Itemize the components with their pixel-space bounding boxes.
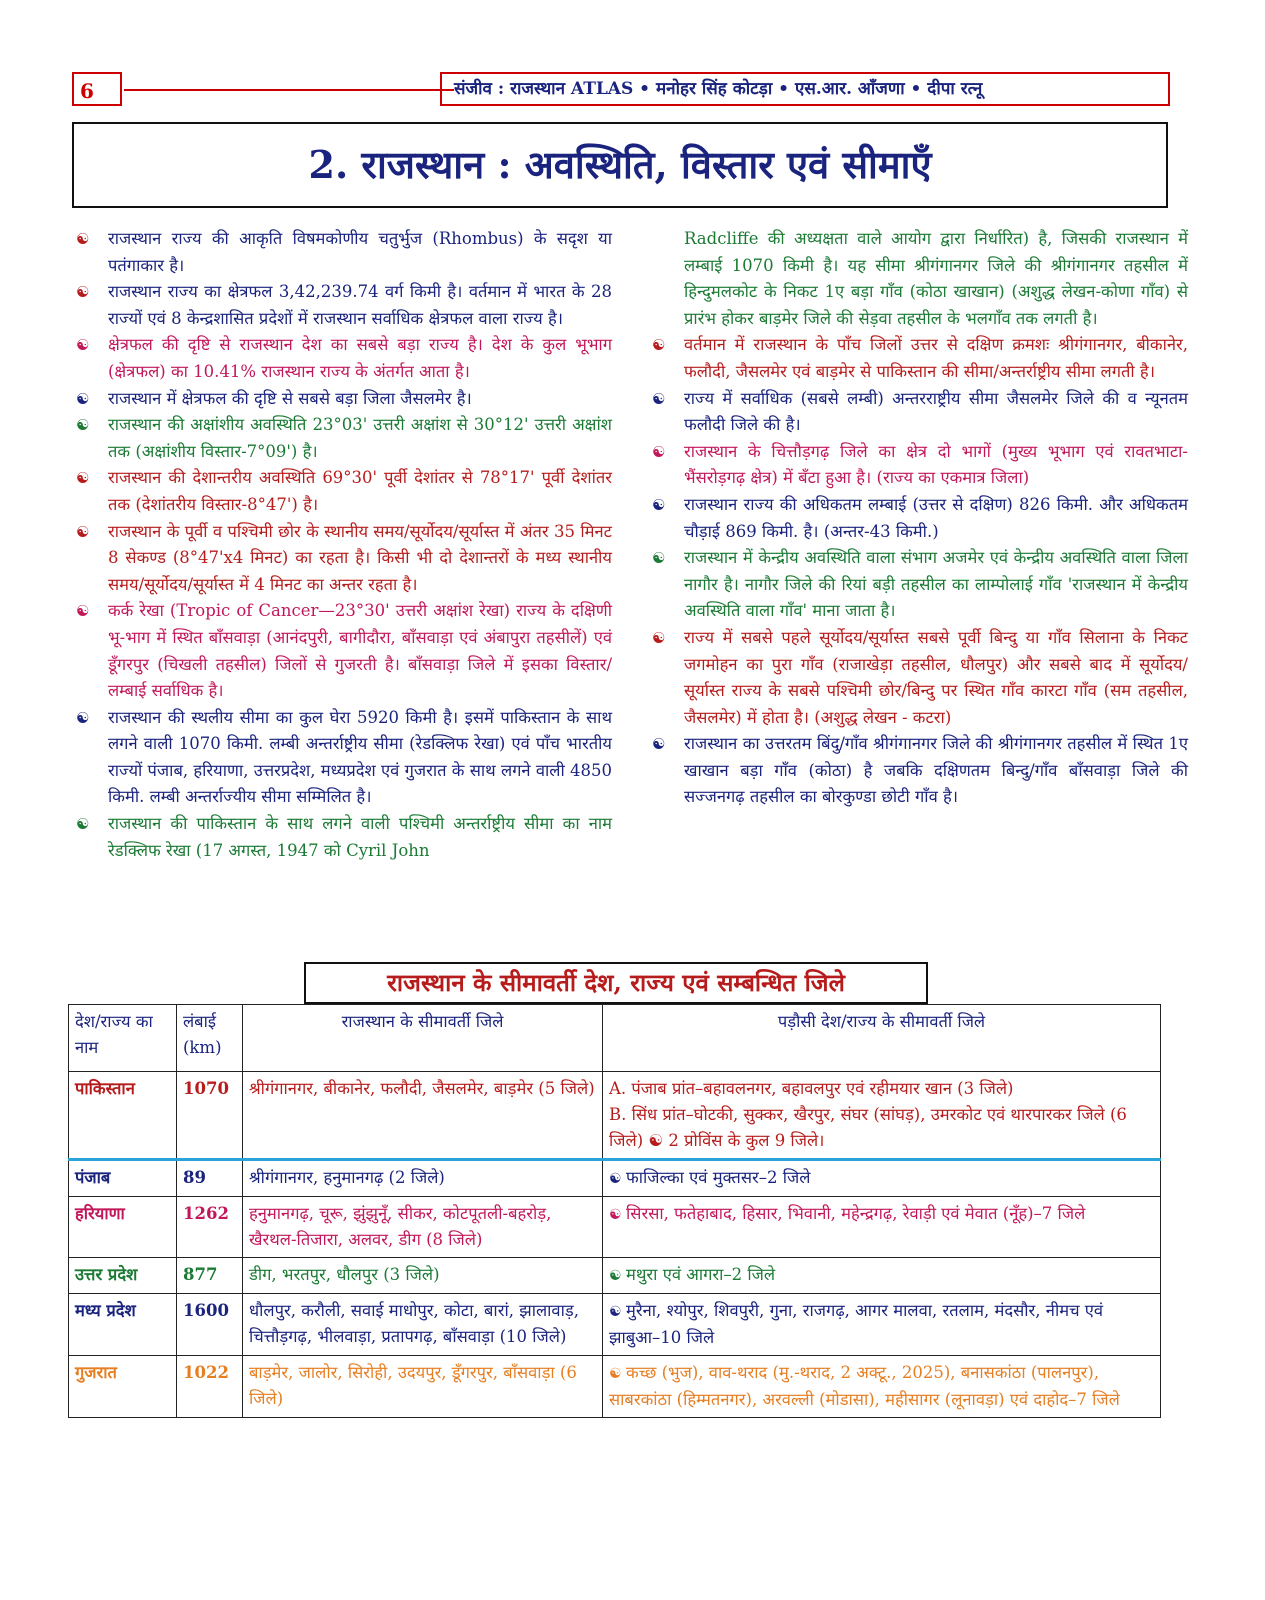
- raj-districts: डीग, भरतपुर, धौलपुर (3 जिले): [243, 1258, 603, 1294]
- list-item: ☯ राजस्थान में केन्द्रीय अवस्थिति वाला संभाग अजमेर एवं केन्द्रीय अवस्थिति वाला जिला नागौर है। नागौर जिले की रियां बड़ी तहसील का लाम्पोलाई गाँव 'राजस्थान में केन्द्रीय अवस्थिति वाला गाँव' माना जाता है।: [648, 545, 1188, 625]
- list-item: ☯ राजस्थान में क्षेत्रफल की दृष्टि से सबसे बड़ा जिला जैसलमेर है।: [72, 386, 612, 413]
- border-length: 877: [177, 1258, 243, 1294]
- yin-yang-icon: ☯: [76, 522, 90, 541]
- table-row: [69, 1197, 1161, 1258]
- yin-yang-icon: ☯: [652, 495, 666, 514]
- yin-yang-icon: ☯: [76, 230, 90, 248]
- table-row: [69, 1356, 1161, 1418]
- yin-yang-icon: ☯: [76, 815, 90, 834]
- page-header: [72, 72, 1172, 110]
- book-line: संजीव : राजस्थान ATLAS • मनोहर सिंह कोटड़ा • एस.आर. आँजणा • दीपा रत्नू: [440, 72, 1170, 106]
- yin-yang-icon: ☯: [652, 735, 666, 754]
- state-name: उत्तर प्रदेश: [69, 1258, 177, 1294]
- yin-yang-icon: ☯: [76, 602, 90, 621]
- border-length: 1600: [177, 1294, 243, 1356]
- column-header: देश/राज्य का नाम: [69, 1005, 177, 1072]
- yin-yang-icon: ☯: [76, 283, 90, 302]
- list-item: ☯ राज्य में सर्वाधिक (सबसे लम्बी) अन्तरराष्ट्रीय सीमा जैसलमेर जिले की व न्यूनतम फलौदी जिले की है।: [648, 386, 1188, 439]
- raj-districts: श्रीगंगानगर, हनुमानगढ़ (2 जिले): [243, 1160, 603, 1197]
- list-item: ☯ राजस्थान का उत्तरतम बिंदु/गाँव श्रीगंगानगर जिले की श्रीगंगानगर तहसील में स्थित 1ए खाखान बड़ा गाँव (कोठा) है जबकि दक्षिणतम बिन्दु/गाँव बाँसवाड़ा जिले की सज्जनगढ़ तहसील का बोरकुण्डा छोटी गाँव है।: [648, 731, 1188, 811]
- yin-yang-icon: ☯: [76, 708, 90, 727]
- list-item: ☯ राजस्थान राज्य का क्षेत्रफल 3,42,239.74 वर्ग किमी है। वर्तमान में भारत के 28 राज्यों एवं 8 केन्द्रशासित प्रदेशों में राजस्थान सर्वाधिक क्षेत्रफल वाला राज्य है।: [72, 279, 612, 332]
- neighbor-districts: ☯ मथुरा एवं आगरा–2 जिले: [603, 1258, 1161, 1294]
- yin-yang-icon: ☯: [609, 1268, 627, 1284]
- yin-yang-icon: ☯: [652, 389, 666, 408]
- list-item: ☯ वर्तमान में राजस्थान के पाँच जिलों उत्तर से दक्षिण क्रमशः श्रीगंगानगर, बीकानेर, फलौदी, जैसलमेर एवं बाड़मेर से पाकिस्तान की सीमा/अन्तर्राष्ट्रीय सीमा लगती है।: [648, 332, 1188, 385]
- border-table: [68, 1004, 1161, 1418]
- table-title: राजस्थान के सीमावर्ती देश, राज्य एवं सम्बन्धित जिले: [304, 962, 928, 1004]
- state-name: हरियाणा: [69, 1197, 177, 1258]
- yin-yang-icon: ☯: [609, 1207, 627, 1223]
- column-header: पड़ौसी देश/राज्य के सीमावर्ती जिले: [603, 1005, 1161, 1072]
- yin-yang-icon: ☯: [652, 628, 666, 647]
- header-rule: [124, 89, 454, 91]
- yin-yang-icon: ☯: [652, 549, 666, 568]
- raj-districts: श्रीगंगानगर, बीकानेर, फलौदी, जैसलमेर, बाड़मेर (5 जिले): [243, 1072, 603, 1160]
- neighbor-line-a: A. पंजाब प्रांत–बहावलनगर, बहावलपुर एवं रहीमयार खान (3 जिले): [609, 1079, 1014, 1098]
- list-item: ☯ राजस्थान के पूर्वी व पश्चिमी छोर के स्थानीय समय/सूर्योदय/सूर्यास्त में अंतर 35 मिनट 8 सेकण्ड (8°47'x4 मिनट) का रहता है। किसी भी दो देशान्तरों के मध्य स्थानीय समय/सूर्योदय/सूर्यास्त में 4 मिनट का अन्तर रहता है।: [72, 519, 612, 599]
- neighbor-line-b: B. सिंध प्रांत–घोटकी, सुक्कर, खैरपुर, संघर (सांघड़), उमरकोट एवं थारपारकर जिले (6 जिले) ☯ 2 प्रोविंस के कुल 9 जिले।: [609, 1105, 1127, 1150]
- list-item: ☯ राजस्थान की स्थलीय सीमा का कुल घेरा 5920 किमी है। इसमें पाकिस्तान के साथ लगने वाली 1070 किमी. लम्बी अन्तर्राष्ट्रीय सीमा (रेडक्लिफ रेखा) एवं पाँच भारतीय राज्यों पंजाब, हरियाणा, उत्तरप्रदेश, मध्यप्रदेश एवं गुजरात के साथ लगने वाली 4850 किमी. लम्बी अन्तर्राज्यीय सीमा सम्मिलित है।: [72, 705, 612, 811]
- table-row: [69, 1160, 1161, 1197]
- list-item: ☯ राजस्थान राज्य की अधिकतम लम्बाई (उत्तर से दक्षिण) 826 किमी. और अधिकतम चौड़ाई 869 किमी. है। (अन्तर-43 किमी.): [648, 492, 1188, 545]
- yin-yang-icon: ☯: [609, 1304, 627, 1320]
- column-header: लंबाई (km): [177, 1005, 243, 1072]
- yin-yang-icon: ☯: [652, 442, 666, 461]
- border-length: 89: [177, 1160, 243, 1197]
- chapter-title-box: [72, 122, 1168, 208]
- list-item: ☯ राजस्थान की देशान्तरीय अवस्थिति 69°30' पूर्वी देशांतर से 78°17' पूर्वी देशांतर तक (देशांतरीय विस्तार-8°47') है।: [72, 465, 612, 518]
- neighbor-districts: ☯ मुरैना, श्योपुर, शिवपुरी, गुना, राजगढ़, आगर मालवा, रतलाम, मंदसौर, नीमच एवं झाबुआ–10 जिले: [603, 1294, 1161, 1356]
- raj-districts: हनुमानगढ़, चूरू, झुंझुनूँ, सीकर, कोटपूतली-बहरोड़, खैरथल-तिजारा, अलवर, डीग (8 जिले): [243, 1197, 603, 1258]
- state-name: मध्य प्रदेश: [69, 1294, 177, 1356]
- border-length: 1262: [177, 1197, 243, 1258]
- list-item: ☯ राज्य में सबसे पहले सूर्योदय/सूर्यास्त सबसे पूर्वी बिन्दु या गाँव सिलाना के निकट जगमोहन का पुरा गाँव (राजाखेड़ा तहसील, धौलपुर) और सबसे बाद में सूर्योदय/सूर्यास्त राज्य के सबसे पश्चिमी छोर/बिन्दु पर स्थित गाँव कारटा गाँव (सम तहसील, जैसलमेर) में होता है। (अशुद्ध लेखन - कटरा): [648, 625, 1188, 731]
- neighbor-districts: ☯ सिरसा, फतेहाबाद, हिसार, भिवानी, महेन्द्रगढ़, रेवाड़ी एवं मेवात (नूँह)–7 जिले: [603, 1197, 1161, 1258]
- list-item: ☯ राजस्थान के चित्तौड़गढ़ जिले का क्षेत्र दो भागों (मुख्य भूभाग एवं रावतभाटा-भैंसरोड़गढ़ क्षेत्र) में बँटा हुआ है। (राज्य का एकमात्र जिला): [648, 439, 1188, 492]
- yin-yang-icon: ☯: [76, 389, 90, 408]
- yin-yang-icon: ☯: [652, 336, 666, 355]
- raj-districts: बाड़मेर, जालोर, सिरोही, उदयपुर, डूँगरपुर, बाँसवाड़ा (6 जिले): [243, 1356, 603, 1418]
- list-item: ☯ क्षेत्रफल की दृष्टि से राजस्थान देश का सबसे बड़ा राज्य है। देश के कुल भूभाग (क्षेत्रफल) का 10.41% राजस्थान राज्य के अंतर्गत आता है।: [72, 332, 612, 385]
- state-name: पाकिस्तान: [69, 1072, 177, 1160]
- neighbor-districts: ☯ फाजिल्का एवं मुक्तसर–2 जिले: [603, 1160, 1161, 1197]
- table-row: [69, 1294, 1161, 1356]
- list-item: ☯ राजस्थान की अक्षांशीय अवस्थिति 23°03' उत्तरी अक्षांश से 30°12' उत्तरी अक्षांश तक (अक्षांशीय विस्तार-7°09') है।: [72, 412, 612, 465]
- table-header-row: [69, 1005, 1161, 1072]
- neighbor-districts: [603, 1072, 1161, 1160]
- right-column: [648, 226, 1188, 811]
- yin-yang-icon: ☯: [76, 416, 90, 435]
- border-length: 1070: [177, 1072, 243, 1160]
- neighbor-districts: ☯ कच्छ (भुज), वाव-थराद (मु.-थराद, 2 अक्टू., 2025), बनासकांठा (पालनपुर), साबरकांठा (हिम्मतनगर), अरवल्ली (मोडासा), महीसागर (लूनावड़ा) एवं दाहोद–7 जिले: [603, 1356, 1161, 1418]
- raj-districts: धौलपुर, करौली, सवाई माधोपुर, कोटा, बारां, झालावाड़, चित्तौड़गढ़, भीलवाड़ा, प्रतापगढ़, बाँसवाड़ा (10 जिले): [243, 1294, 603, 1356]
- table-row: [69, 1072, 1161, 1160]
- left-column: [72, 226, 612, 864]
- yin-yang-icon: ☯: [609, 1366, 627, 1382]
- list-item: ☯ राजस्थान राज्य की आकृति विषमकोणीय चतुर्भुज (Rhombus) के सदृश या पतंगाकार है।: [72, 226, 612, 279]
- list-item: ☯ राजस्थान की पाकिस्तान के साथ लगने वाली पश्चिमी अन्तर्राष्ट्रीय सीमा का नाम रेडक्लिफ रेखा (17 अगस्त, 1947 को Cyril John: [72, 811, 612, 864]
- list-item: ☯ कर्क रेखा (Tropic of Cancer—23°30' उत्तरी अक्षांश रेखा) राज्य के दक्षिणी भू-भाग में स्थित बाँसवाड़ा (आनंदपुरी, बागीदौरा, बाँसवाड़ा एवं अंबापुरा तहसीलें) एवं डूँगरपुर (चिखली तहसील) जिलों से गुजरती है। बाँसवाड़ा जिले में इसका विस्तार/लम्बाई सर्वाधिक है।: [72, 598, 612, 704]
- state-name: पंजाब: [69, 1160, 177, 1197]
- continued-paragraph: Radcliffe की अध्यक्षता वाले आयोग द्वारा निर्धारित) है, जिसकी राजस्थान में लम्बाई 1070 किमी है। यह सीमा श्रीगंगानगर जिले की श्रीगंगानगर तहसील में हिन्दुमलकोट के निकट 1ए बड़ा गाँव (कोठा खाखान) (अशुद्ध लेखन-कोणा गाँव) से प्रारंभ होकर बाड़मेर जिले की सेड़वा तहसील के भलगाँव तक लगती है।: [684, 229, 1188, 328]
- chapter-title: 2. राजस्थान : अवस्थिति, विस्तार एवं सीमाएँ: [308, 142, 932, 187]
- table-row: [69, 1258, 1161, 1294]
- state-name: गुजरात: [69, 1356, 177, 1418]
- border-length: 1022: [177, 1356, 243, 1418]
- column-header: राजस्थान के सीमावर्ती जिले: [243, 1005, 603, 1072]
- yin-yang-icon: ☯: [609, 1171, 627, 1187]
- yin-yang-icon: ☯: [76, 336, 90, 355]
- yin-yang-icon: ☯: [76, 469, 90, 488]
- page-number: 6: [72, 72, 122, 106]
